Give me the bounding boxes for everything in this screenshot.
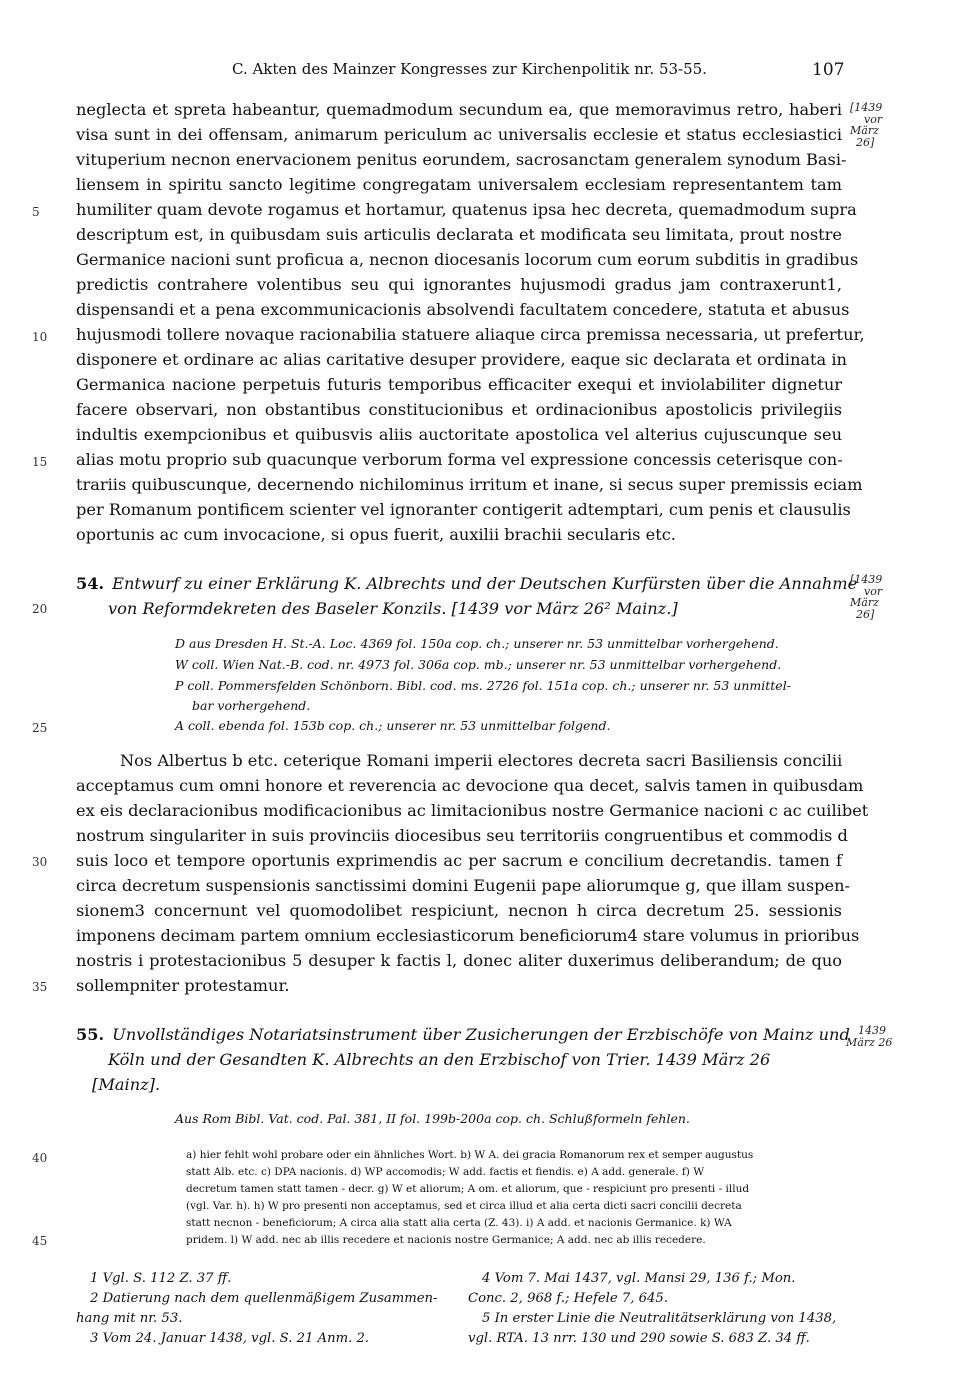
text-line: circa decretum suspensionis sanctissimi domini Eugenii pape aliorumque g, que illam suspen- [76,876,850,895]
apparatus-line: statt Alb. etc. c) DPA nacionis. d) WP accomodis; W add. factis et fiendis. e) A add. generale. f) W [186,1166,705,1178]
line-number: 30 [32,855,48,869]
text-line: nostris i protestacionibus 5 desuper k factis l, donec aliter duxerimus deliberandum; de quo [76,951,842,970]
text-line: Germanice nacioni sunt proficua a, necnon diocesanis locorum cum eorum subditis in gradibus [76,250,859,269]
text-line: facere observari, non obstantibus constitucionibus et ordinacionibus apostolicis privilegiis [76,400,842,419]
text-line: suis loco et tempore oportunis exprimendis ac per sacrum e concilium decretandis. tamen f [76,851,842,870]
line-number: 20 [32,602,48,616]
footnote: 2 Datierung nach dem quellenmäßigem Zusammen- [90,1291,438,1306]
text-line: Germanica nacione perpetuis futuris temporibus efficaciter exequi et inviolabiliter dignetur [76,375,842,394]
text-line: oportunis ac cum invocacione, si opus fuerit, auxilii brachii secularis etc. [76,525,676,544]
text-line: trariis quibuscunque, decernendo nichilominus irritum et inane, si secus super premissis eciam [76,475,863,494]
line-number: 5 [32,205,40,219]
apparatus-line: a) hier fehlt wohl probare oder ein ähnliches Wort. b) W A. dei gracia Romanorum rex et semper augustus [186,1149,754,1161]
text-line: disponere et ordinare ac alias caritative desuper providere, eaque sic declarata et ordinata in [76,350,847,369]
doc55-source: Aus Rom Bibl. Vat. cod. Pal. 381, II fol. 199b-200a cop. ch. Schlußformeln fehlen. [175,1111,690,1126]
text-line: sionem3 concernunt vel quomodolibet respiciunt, necnon h circa decretum 25. sessionis [76,901,842,920]
footnote: 3 Vom 24. Januar 1438, vgl. S. 21 Anm. 2. [90,1331,370,1346]
text-line: Nos Albertus b etc. ceterique Romani imperii electores decreta sacri Basiliensis concilii [120,751,843,770]
apparatus-line: (vgl. Var. h). h) W pro presenti non acceptamus, sed et circa illud et alia certa dicti sacri concilii decreta [186,1200,742,1212]
footnote: 5 In erster Linie die Neutralitätserklärung von 1438, [482,1311,837,1326]
line-number: 25 [32,721,48,735]
text-line: hujusmodi tollere novaque racionabilia statuere aliaque circa premissa necessaria, ut prefertur, [76,325,865,344]
text-line: liensem in spiritu sancto legitime congregatam universalem ecclesiam representantem tam [76,175,842,194]
margin-date: 1439 März 26 [846,1024,893,1049]
line-number: 45 [32,1234,48,1248]
doc55-title-line3: [Mainz]. [92,1075,161,1094]
doc54-title-line2: von Reformdekreten des Baseler Konzils. [1439 vor März 26² Mainz.] [108,599,678,618]
text-line: alias motu proprio sub quacunque verborum forma vel expressione concessis ceterisque con- [76,450,843,469]
source-line: A coll. ebenda fol. 153b cop. ch.; unserer nr. 53 unmittelbar folgend. [175,718,611,733]
source-line: D aus Dresden H. St.-A. Loc. 4369 fol. 150a cop. ch.; unserer nr. 53 unmittelbar vorhergehend. [175,636,779,651]
footnote: vgl. RTA. 13 nrr. 130 und 290 sowie S. 683 Z. 34 ff. [468,1331,810,1346]
text-line: dispensandi et a pena excommunicacionis absolvendi facultatem concedere, statuta et abusus [76,300,850,319]
text-line: nostrum singulariter in suis provinciis diocesibus seu territoriis congruentibus et commodis d [76,826,848,845]
source-line: P coll. Pommersfelden Schönborn. Bibl. cod. ms. 2726 fol. 151a cop. ch.; unserer nr. 53 unmittel- [175,678,791,693]
running-title: C. Akten des Mainzer Kongresses zur Kirchenpolitik nr. 53-55. [232,60,707,78]
line-number: 35 [32,980,48,994]
margin-date: [1439 vor März 26] [850,101,883,149]
source-line: W coll. Wien Nat.-B. cod. nr. 4973 fol. 306a cop. mb.; unserer nr. 53 unmittelbar vorhergehend. [175,657,782,672]
line-number: 40 [32,1151,48,1165]
text-line: indultis exempcionibus et quibusvis aliis auctoritate apostolica vel alterius cujuscunque seu [76,425,842,444]
doc55-title-line2: Köln und der Gesandten K. Albrechts an den Erzbischof von Trier. 1439 März 26 [108,1050,771,1069]
text-line: acceptamus cum omni honore et reverencia ac devocione qua decet, salvis tamen in quibusdam [76,776,864,795]
line-number: 10 [32,330,48,344]
text-line: neglecta et spreta habeantur, quemadmodum secundum ea, que memoravimus retro, haberi [76,100,842,119]
line-number: 15 [32,455,48,469]
margin-date: [1439 vor März 26] [850,573,883,621]
footnote: Conc. 2, 968 f.; Hefele 7, 645. [468,1291,669,1306]
text-line: visa sunt in dei offensam, animarum periculum ac universalis ecclesie et status ecclesiastici [76,125,842,144]
text-line: ex eis declaracionibus modificacionibus ac limitacionibus nostre Germanice nacioni c ac cuilibet [76,801,869,820]
footnote: 1 Vgl. S. 112 Z. 37 ff. [90,1271,232,1286]
text-line: humiliter quam devote rogamus et hortamur, quatenus ipsa hec decreta, quemadmodum supra [76,200,857,219]
apparatus-line: decretum tamen statt tamen - decr. g) W et aliorum; A om. et aliorum, que - respiciunt pro presenti - illud [186,1183,750,1195]
footnote: hang mit nr. 53. [76,1311,183,1326]
text-line: imponens decimam partem omnium ecclesiasticorum beneficiorum4 stare volumus in prioribus [76,926,860,945]
text-line: descriptum est, in quibusdam suis articulis declarata et modificata seu limitata, prout nostre [76,225,842,244]
text-line: per Romanum pontificem scienter vel ignoranter contigerit adtemptari, cum penis et clausulis [76,500,851,519]
text-line: sollempniter protestamur. [76,976,290,995]
text-line: predictis contrahere volentibus seu qui ignorantes hujusmodi gradus jam contraxerunt1, [76,275,842,294]
page-number: 107 [812,60,845,80]
apparatus-line: pridem. l) W add. nec ab illis recedere et nacionis nostre Germanice; A add. nec ab illis recedere. [186,1234,706,1246]
apparatus-line: statt necnon - beneficiorum; A circa alia statt alia certa (Z. 43). i) A add. et nacionis Germanice. k) WA [186,1217,732,1229]
source-line: bar vorhergehend. [192,698,311,713]
doc55-title: 55. Unvollständiges Notariatsinstrument über Zusicherungen der Erzbischöfe von Mainz und [76,1025,850,1044]
doc54-title: 54. Entwurf zu einer Erklärung K. Albrechts und der Deutschen Kurfürsten über die Annahme [76,574,858,593]
footnote: 4 Vom 7. Mai 1437, vgl. Mansi 29, 136 f.; Mon. [482,1271,796,1286]
text-line: vituperium necnon enervacionem penitus eorundem, sacrosanctam generalem synodum Basi- [76,150,847,169]
